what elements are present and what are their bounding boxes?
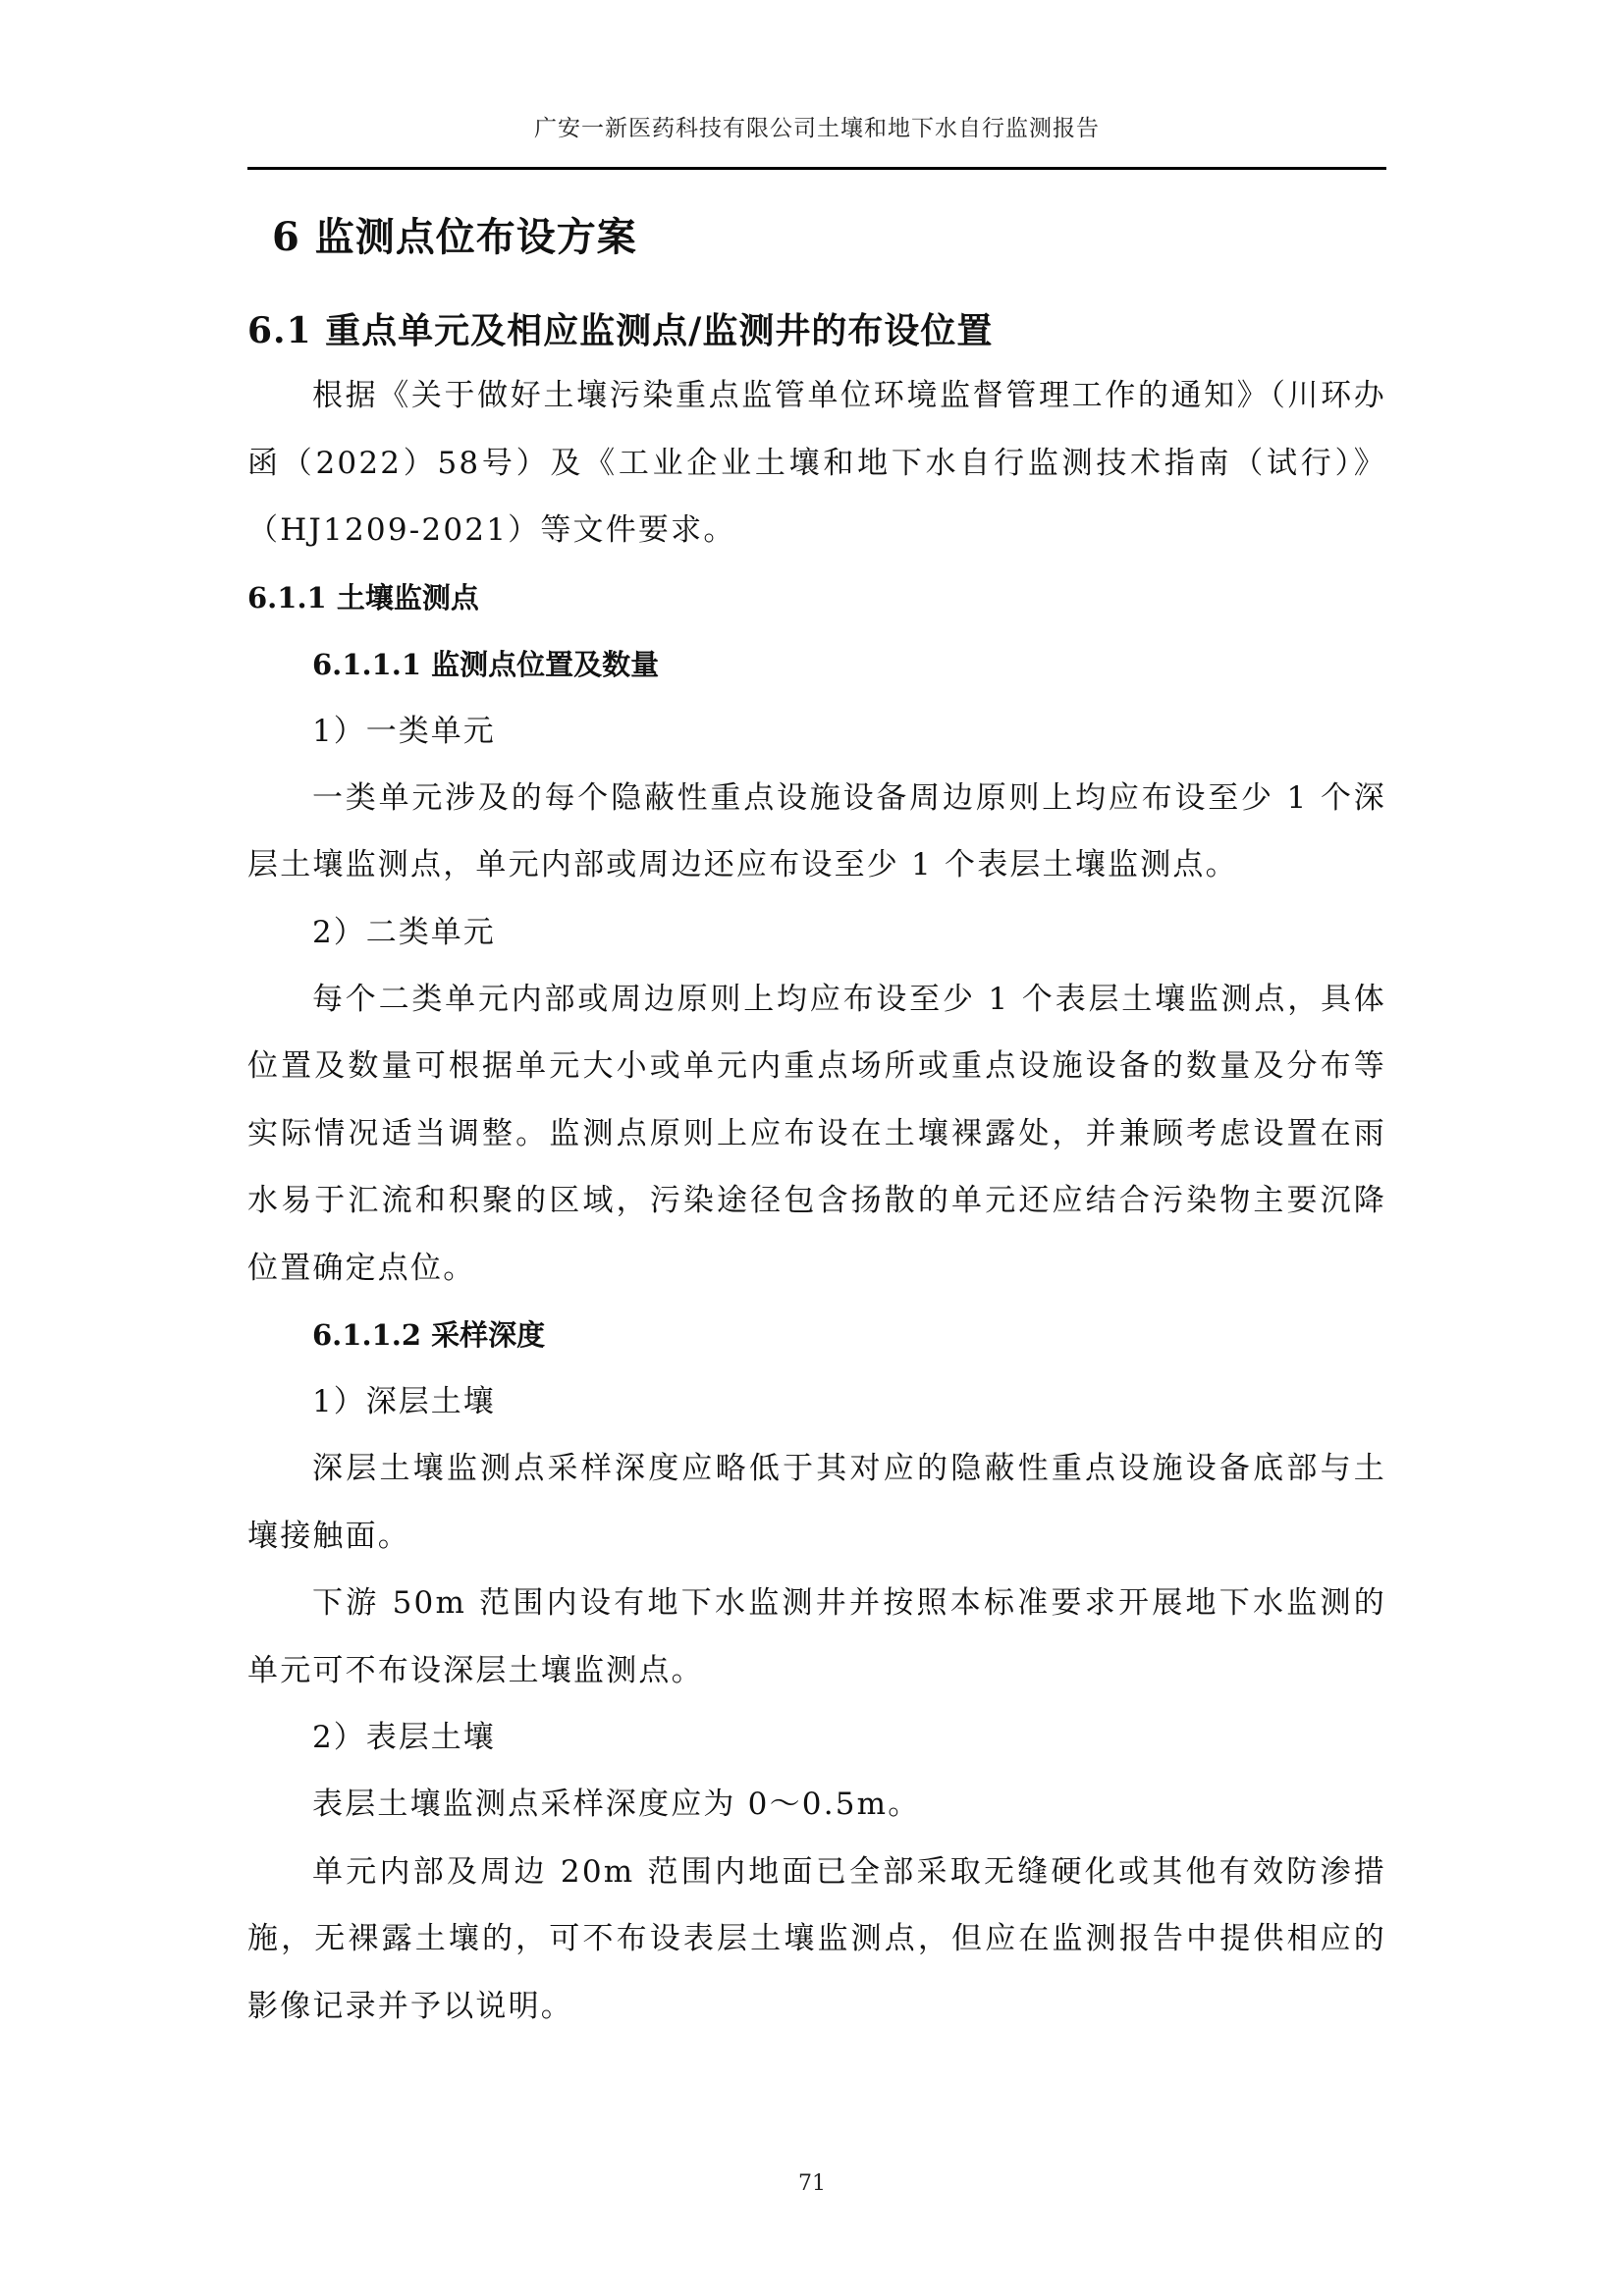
section-heading: 6 监测点位布设方案 [272,214,637,260]
deep-soil-paragraph-1: 深层土壤监测点采样深度应略低于其对应的隐蔽性重点设施设备底部与土壤接触面。 [247,1451,1386,1554]
surface-soil-label: 2）表层土壤 [312,1720,496,1755]
deep-soil-label: 1）深层土壤 [312,1384,496,1419]
class2-unit-label: 2）二类单元 [312,914,496,950]
surface-soil-paragraph-2: 单元内部及周边 20m 范围内地面已全部采取无缝硬化或其他有效防渗措施，无裸露土壤的，可不布设表层土壤监测点，但应在监测报告中提供相应的影像记录并予以说明。 [247,1853,1386,2024]
deep-soil-paragraph-2: 下游 50m 范围内设有地下水监测井并按照本标准要求开展地下水监测的单元可不布设深层土壤监测点。 [247,1585,1386,1688]
surface-soil-paragraph-1: 表层土壤监测点采样深度应为 0～0.5m。 [312,1787,921,1822]
running-header: 广安一新医药科技有限公司土壤和地下水自行监测报告 [534,116,1100,141]
page-number: 71 [798,2171,826,2196]
subsection-heading: 6.1 重点单元及相应监测点/监测井的布设位置 [247,310,994,351]
class1-unit-paragraph: 一类单元涉及的每个隐蔽性重点设施设备周边原则上均应布设至少 1 个深层土壤监测点，单元内部或周边还应布设至少 1 个表层土壤监测点。 [247,779,1386,882]
soil-monitoring-heading: 6.1.1 土壤监测点 [247,580,479,614]
page-body [247,191,1386,2040]
class2-unit-paragraph: 每个二类单元内部或周边原则上均应布设至少 1 个表层土壤监测点，具体位置及数量可根据单元大小或单元内重点场所或重点设施设备的数量及分布等实际情况适当调整。监测点原则上应布设在土壤裸露处，并兼顾考虑设置在雨水易于汇流和积聚的区域，污染途径包含扬散的单元还应结合污染物主要沉降位置确定点位。 [247,981,1386,1286]
class1-unit-label: 1）一类单元 [312,713,496,749]
intro-paragraph: 根据《关于做好土壤污染重点监管单位环境监督管理工作的通知》（川环办函（2022）58号）及《工业企业土壤和地下水自行监测技术指南（试行）》（HJ1209-2021）等文件要求。 [247,378,1386,548]
sampling-depth-heading: 6.1.1.2 采样深度 [312,1318,546,1352]
header-divider [247,167,1386,170]
location-quantity-heading: 6.1.1.1 监测点位置及数量 [312,647,660,681]
